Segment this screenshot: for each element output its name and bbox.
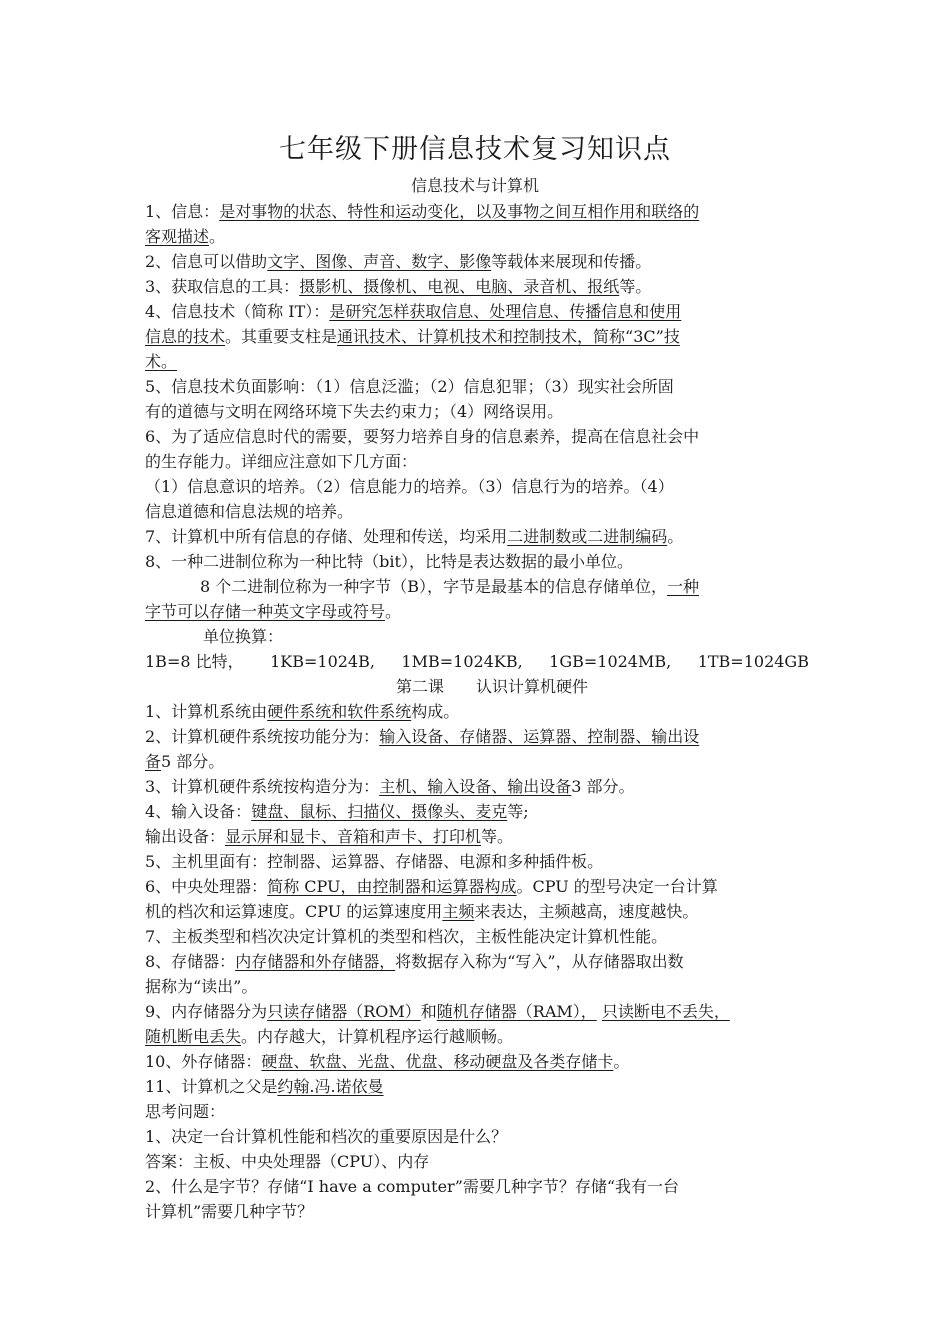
text-span: 等载体来展现和传播。 bbox=[491, 252, 652, 271]
text-line bbox=[145, 449, 809, 474]
text-span: 3、计算机硬件系统按构造分为： bbox=[145, 777, 380, 796]
underlined-text: 硬件系统和软件系统 bbox=[267, 702, 412, 721]
text-line bbox=[145, 474, 809, 499]
document-body bbox=[145, 199, 809, 1224]
underlined-text: 约翰.冯.诺依曼 bbox=[277, 1077, 384, 1096]
text-span: 1B=8 比特， bbox=[145, 652, 244, 671]
text-line bbox=[145, 349, 809, 374]
underlined-text: 是对事物的状态、特性和运动变化，以及事物之间互相作用和联络的 bbox=[219, 202, 700, 221]
text-span: 2、什么是字节？存储“I have a computer”需要几种字节？存储“我有一台 bbox=[145, 1177, 680, 1196]
text-span: 的生存能力。详细应注意如下几方面： bbox=[145, 452, 418, 471]
text-span: 1KB=1024B, bbox=[270, 652, 375, 671]
text-line bbox=[145, 399, 809, 424]
text-line bbox=[145, 549, 809, 574]
text-line bbox=[145, 1049, 809, 1074]
text-span: 。 bbox=[385, 602, 402, 621]
text-line bbox=[145, 1199, 809, 1224]
text-span: 7、主板类型和档次决定计算机的类型和档次，主板性能决定计算机性能。 bbox=[145, 927, 668, 946]
text-line bbox=[145, 424, 809, 449]
text-span: 等。 bbox=[481, 827, 514, 846]
underlined-text: 摄影机、摄像机、电视、电脑、录音机、报纸 bbox=[299, 277, 620, 296]
text-line bbox=[145, 524, 809, 549]
text-span: 5、主机里面有：控制器、运算器、存储器、电源和多种插件板。 bbox=[145, 852, 604, 871]
text-line bbox=[145, 224, 809, 249]
text-line bbox=[145, 274, 809, 299]
text-span: 有的道德与文明在网络环境下失去约束力；（4）网络误用。 bbox=[145, 402, 564, 421]
underlined-text: 主频 bbox=[442, 902, 475, 921]
text-line bbox=[145, 649, 809, 674]
underlined-text: 术。 bbox=[145, 352, 178, 371]
text-span: 和 bbox=[420, 1002, 437, 1021]
text-line bbox=[145, 1124, 809, 1149]
underlined-text: 简称 CPU，由控制器和运算器构成 bbox=[267, 877, 517, 896]
underlined-text: 文字、图像、声音、数字、影像 bbox=[267, 252, 492, 271]
text-span: 计算机”需要几种字节？ bbox=[145, 1202, 314, 1221]
text-line bbox=[145, 699, 809, 724]
text-span: 6、为了适应信息时代的需要，要努力培养自身的信息素养，提高在信息社会中 bbox=[145, 427, 700, 446]
underlined-text: 只读断电不丢失， bbox=[601, 1002, 730, 1021]
text-line bbox=[145, 824, 809, 849]
text-span: 3 部分。 bbox=[571, 777, 635, 796]
text-span: 。内存越大，计算机程序运行越顺畅。 bbox=[241, 1027, 514, 1046]
text-line bbox=[145, 924, 809, 949]
underlined-text: 备 bbox=[145, 752, 162, 771]
text-line bbox=[145, 499, 809, 524]
text-span: 4、输入设备： bbox=[145, 802, 252, 821]
text-line bbox=[145, 1074, 809, 1099]
text-span: 10、外存储器： bbox=[145, 1052, 262, 1071]
text-span: 答案：主板、中央处理器（CPU）、内存 bbox=[145, 1152, 430, 1171]
text-line bbox=[145, 199, 809, 224]
text-span: 5、信息技术负面影响：（1）信息泛滥；（2）信息犯罪；（3）现实社会所固 bbox=[145, 377, 674, 396]
underlined-text: 通讯技术、计算机技术和控制技术，简称“3C”技 bbox=[337, 327, 680, 346]
page-title: 七年级下册信息技术复习知识点 bbox=[279, 134, 671, 165]
text-line bbox=[145, 874, 809, 899]
text-line bbox=[145, 949, 809, 974]
text-line bbox=[145, 324, 809, 349]
text-line bbox=[145, 799, 809, 824]
text-line bbox=[145, 574, 809, 599]
underlined-text: 信息的技术 bbox=[145, 327, 226, 346]
text-line bbox=[145, 1149, 809, 1174]
text-span: 1MB=1024KB, bbox=[401, 652, 523, 671]
text-line bbox=[145, 974, 809, 999]
text-span: 11、计算机之父是 bbox=[145, 1077, 278, 1096]
text-span: 6、中央处理器： bbox=[145, 877, 268, 896]
text-span: 思考问题： bbox=[145, 1102, 226, 1121]
text-span: 第二课 认识计算机硬件 bbox=[395, 677, 588, 696]
text-span: 8 个二进制位称为一种字节（B），字节是最基本的信息存储单位， bbox=[200, 577, 668, 596]
text-span: 。 bbox=[209, 227, 226, 246]
underlined-text: 二进制数或二进制编码 bbox=[507, 527, 668, 546]
text-line bbox=[145, 774, 809, 799]
text-span: 5 部分。 bbox=[161, 752, 225, 771]
underlined-text: 硬盘、软盘、光盘、优盘、移动硬盘及各类存储卡 bbox=[261, 1052, 614, 1071]
text-span: 等; bbox=[507, 802, 529, 821]
text-line bbox=[145, 299, 809, 324]
text-span: 输出设备： bbox=[145, 827, 226, 846]
text-span: 7、计算机中所有信息的存储、处理和传送，均采用 bbox=[145, 527, 508, 546]
text-span: 8、一种二进制位称为一种比特（bit），比特是表达数据的最小单位。 bbox=[145, 552, 633, 571]
underlined-text: 随机断电丢失 bbox=[145, 1027, 242, 1046]
text-span: 1、信息： bbox=[145, 202, 220, 221]
text-span: 。其重要支柱是 bbox=[225, 327, 338, 346]
text-line bbox=[145, 674, 809, 699]
text-line bbox=[145, 1024, 809, 1049]
underlined-text: 一种 bbox=[667, 577, 700, 596]
text-span: 信息道德和信息法规的培养。 bbox=[145, 502, 354, 521]
text-span: 单位换算： bbox=[203, 627, 284, 646]
text-span: 3、获取信息的工具： bbox=[145, 277, 300, 296]
underlined-text: 字节可以存储一种英文字母或符号 bbox=[145, 602, 386, 621]
text-line bbox=[145, 849, 809, 874]
text-span: 机的档次和运算速度。CPU 的运算速度用 bbox=[145, 902, 443, 921]
text-span: 。CPU 的型号决定一台计算 bbox=[516, 877, 718, 896]
underlined-text: 客观描述 bbox=[145, 227, 210, 246]
text-span: 等。 bbox=[619, 277, 652, 296]
text-span: （1）信息意识的培养。（2）信息能力的培养。（3）信息行为的培养。（4） bbox=[145, 477, 674, 496]
text-span: 4、信息技术（简称 IT）： bbox=[145, 302, 330, 321]
text-line bbox=[145, 999, 809, 1024]
text-span: 据称为“读出”。 bbox=[145, 977, 258, 996]
underlined-text: 内存储器和外存储器， bbox=[235, 952, 396, 971]
text-span: 将数据存入称为“写入”，从存储器取出数 bbox=[395, 952, 684, 971]
text-line bbox=[145, 599, 809, 624]
text-span: 。 bbox=[613, 1052, 630, 1071]
underlined-text: 随机存储器（RAM）， bbox=[436, 1002, 597, 1021]
text-span: 1、决定一台计算机性能和档次的重要原因是什么？ bbox=[145, 1127, 508, 1146]
text-span: 2、信息可以借助 bbox=[145, 252, 268, 271]
text-span: 1、计算机系统由 bbox=[145, 702, 268, 721]
text-line bbox=[145, 1174, 809, 1199]
text-line bbox=[145, 724, 809, 749]
section-subtitle: 信息技术与计算机 bbox=[410, 176, 539, 195]
text-line bbox=[145, 899, 809, 924]
underlined-text: 只读存储器（ROM） bbox=[267, 1002, 421, 1021]
text-line bbox=[145, 374, 809, 399]
underlined-text: 显示屏和显卡、音箱和声卡、打印机 bbox=[225, 827, 482, 846]
underlined-text: 输入设备、存储器、运算器、控制器、输出设 bbox=[379, 727, 700, 746]
text-line bbox=[145, 249, 809, 274]
underlined-text: 是研究怎样获取信息、处理信息、传播信息和使用 bbox=[329, 302, 682, 321]
text-span: 1TB=1024GB bbox=[697, 652, 809, 671]
underlined-text: 主机、输入设备、输出设备 bbox=[379, 777, 572, 796]
text-span: 1GB=1024MB, bbox=[549, 652, 672, 671]
text-line bbox=[145, 1099, 809, 1124]
text-span: 。 bbox=[667, 527, 684, 546]
underlined-text: 键盘、鼠标、扫描仪、摄像头、麦克 bbox=[251, 802, 508, 821]
text-span: 来表达，主频越高，速度越快。 bbox=[474, 902, 699, 921]
text-span: 8、存储器： bbox=[145, 952, 236, 971]
text-line bbox=[145, 624, 809, 649]
text-span: 9、内存储器分为 bbox=[145, 1002, 268, 1021]
text-span: 构成。 bbox=[411, 702, 460, 721]
text-line bbox=[145, 749, 809, 774]
text-span: 2、计算机硬件系统按功能分为： bbox=[145, 727, 380, 746]
